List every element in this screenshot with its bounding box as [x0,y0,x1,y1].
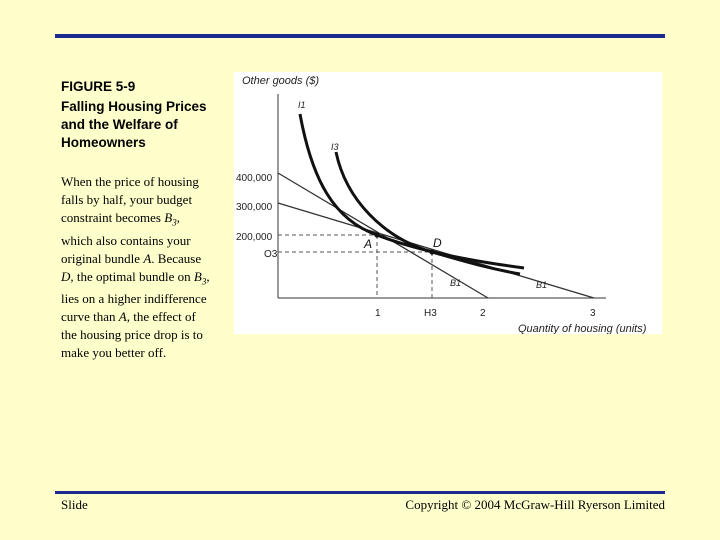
figure-caption [61,173,213,362]
caption-b3-second [193,268,207,287]
caption-text-5: , lies on a higher indifference curve than [61,268,210,325]
x-tick-1: 1 [375,308,381,319]
point-a-label: A [364,237,373,251]
label-i3: I3 [331,142,339,152]
y-tick-o3: O3 [264,249,278,260]
caption-bundle-a: A [143,250,152,266]
x-tick-2: 2 [480,308,486,319]
label-i1: I1 [298,100,306,110]
footer-copyright: Copyright © 2004 McGraw-Hill Ryerson Limited [405,497,665,512]
indifference-diagram [234,72,662,334]
caption-text-3: . Because [151,250,202,266]
bottom-rule [55,491,665,494]
caption-b3-sub: 3 [172,217,177,228]
caption-text-4: , the optimal bundle on [70,268,194,284]
caption-b3 [164,210,177,228]
top-rule [55,34,665,38]
figure-title: Falling Housing Prices and the Welfare of Homeowners [61,99,207,150]
caption-text-2: , which also contains your original bundle [61,210,191,266]
caption-text-6: , the effect of the housing price drop is to make you better off. [61,309,203,361]
caption-b3b-sub: 3 [201,276,207,287]
label-b1-low: B1 [450,278,462,288]
x-tick-h3: H3 [424,308,437,319]
label-b1: B1 [536,280,548,290]
x-tick-3: 3 [590,308,596,319]
point-a-marker [374,232,379,237]
x-axis-label: Quantity of housing (units) [518,323,647,334]
figure-number: FIGURE 5-9 [61,79,136,94]
y-tick-200000: 200,000 [236,232,273,243]
footer-slide: Slide [61,497,88,512]
y-tick-300000: 300,000 [236,202,273,213]
caption-text-1: When the price of housing falls by half, your budget constraint becomes [61,174,199,225]
point-d-label: D [433,236,442,250]
y-axis-label: Other goods ($) [242,75,320,87]
point-d-marker [429,249,434,254]
caption-b3-letter: B [164,210,173,225]
caption-b3b-letter: B [193,268,202,284]
diagram-svg [234,72,662,334]
y-tick-400000: 400,000 [236,173,273,184]
caption-bundle-a2: A [118,309,127,325]
indifference-curve-i3 [336,152,520,274]
caption-bundle-d: D [61,268,71,284]
